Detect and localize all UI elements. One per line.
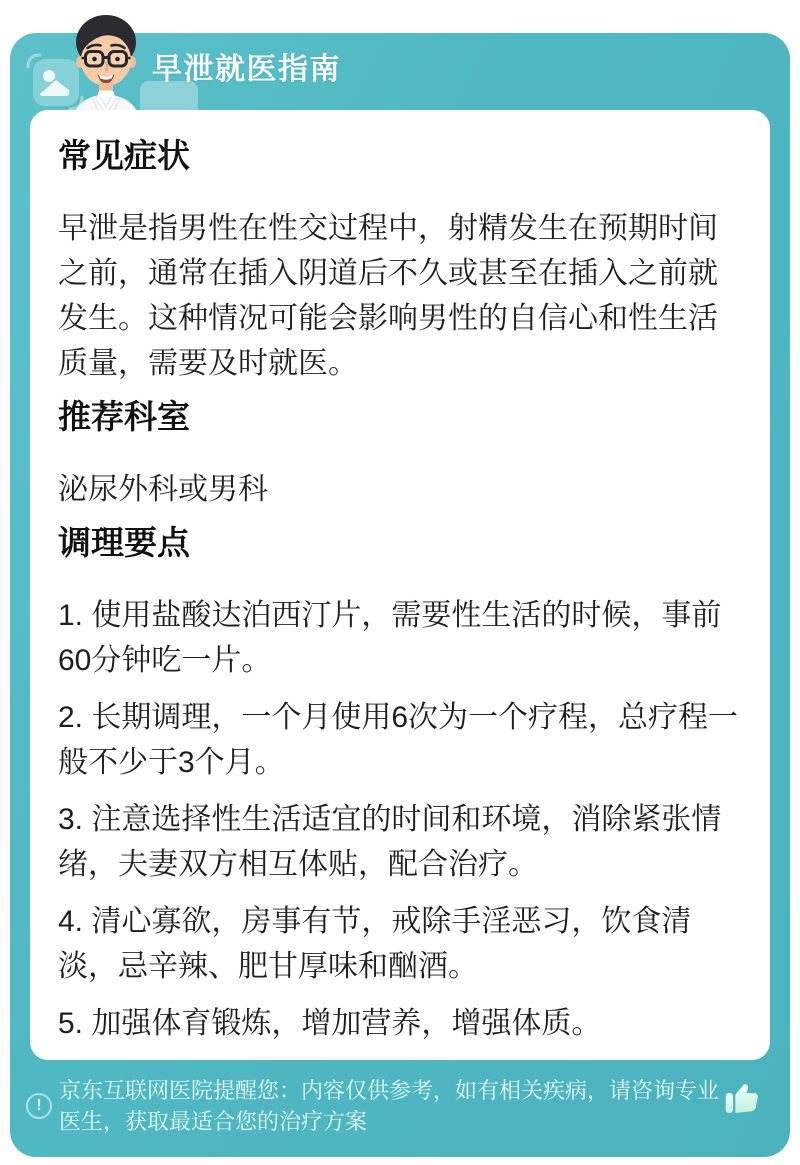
section-heading-symptoms: 常见症状: [58, 137, 190, 174]
thumbs-up-icon: [722, 1077, 762, 1117]
care-point-item-4: 4. 清心寡欲，房事有节，戒除手淫恶习，饮食清淡，忌辛辣、肥甘厚味和酗酒。: [58, 905, 692, 983]
guide-panel: [10, 33, 790, 1157]
care-point-item-3: 3. 注意选择性生活适宜的时间和环境，消除紧张情绪，夫妻双方相互体贴，配合治疗。: [58, 803, 722, 881]
care-point-item-1: 1. 使用盐酸达泊西汀片，需要性生活的时候，事前60分钟吃一片。: [58, 599, 722, 677]
thumbs-up-button[interactable]: [722, 1077, 762, 1122]
section-heading-department: 推荐科室: [58, 398, 190, 435]
page-title: 早泄就医指南: [152, 53, 341, 86]
header: [10, 33, 790, 110]
disclaimer-text: 京东互联网医院提醒您：内容仅供参考，如有相关疾病，请咨询专业医生，获取最适合您的治疗方案: [59, 1077, 720, 1134]
symptoms-paragraph: 早泄是指男性在性交过程中，射精发生在预期时间之前，通常在插入阴道后不久或甚至在插入之前就发生。这种情况可能会影响男性的自信心和性生活质量，需要及时就医。: [58, 212, 718, 380]
content-card: [30, 110, 770, 1060]
care-point-item-2: 2. 长期调理，一个月使用6次为一个疗程，总疗程一般不少于3个月。: [58, 701, 739, 779]
care-point-item-5: 5. 加强体育锻炼，增加营养，增强体质。: [58, 1007, 602, 1040]
info-icon: [26, 1093, 52, 1119]
footer: [10, 1058, 790, 1157]
section-heading-care-points: 调理要点: [58, 524, 190, 561]
department-paragraph: 泌尿外科或男科: [58, 473, 268, 506]
info-icon-glyph: !: [36, 1096, 42, 1114]
